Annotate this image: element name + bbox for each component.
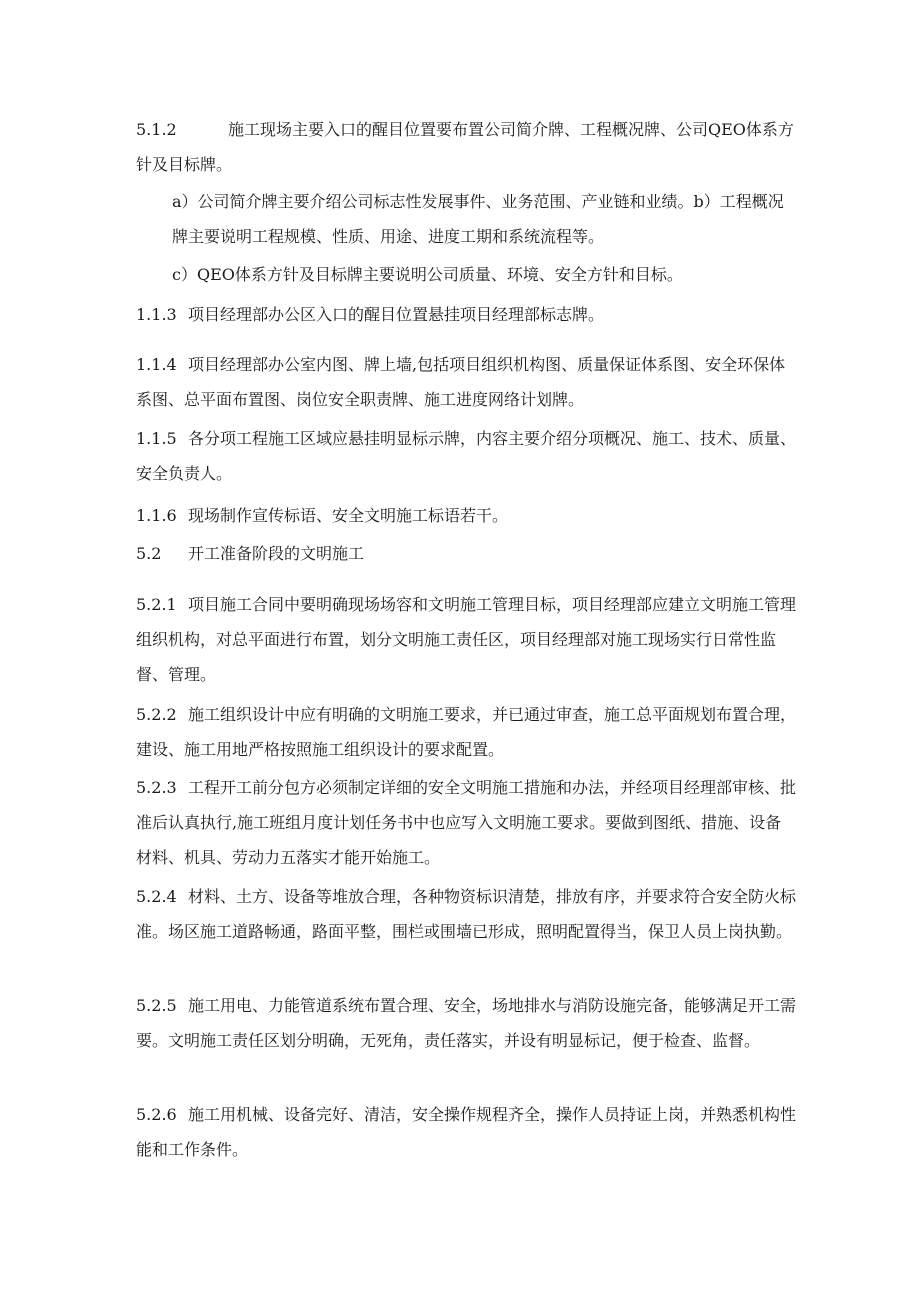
clause-number: 5.2.5: [136, 996, 177, 1015]
paragraph-5-2-1: [136, 587, 796, 692]
clause-text: 施工用电、力能管道系统布置合理、安全，场地排水与消防设施完备，能够满足开工需要。文明施工责任区划分明确，无死角，责任落实，并设有明显标记，便于检查、监督。: [136, 996, 797, 1050]
clause-text: c）QEO体系方针及目标牌主要说明公司质量、环境、安全方针和目标。: [172, 265, 683, 284]
clause-number: 5.2.3: [136, 778, 177, 797]
paragraph-1-1-4: [136, 347, 796, 417]
paragraph-item-a-b: [172, 184, 792, 254]
paragraph-5-2-3: [136, 770, 796, 875]
paragraph-5-2-4: [136, 879, 796, 949]
paragraph-1-1-3: [136, 297, 796, 332]
clause-text: 施工用机械、设备完好、清洁，安全操作规程齐全，操作人员持证上岗，并熟悉机构性能和工作条件。: [136, 1105, 797, 1159]
clause-text: 项目施工合同中要明确现场场容和文明施工管理目标，项目经理部应建立文明施工管理组织机构，对总平面进行布置，划分文明施工责任区，项目经理部对施工现场实行日常性监督、管理。: [136, 595, 797, 684]
clause-text: 材料、土方、设备等堆放合理，各种物资标识清楚，排放有序，并要求符合安全防火标准。场区施工道路畅通，路面平整，围栏或围墙已形成，照明配置得当，保卫人员上岗执勤。: [136, 887, 797, 941]
paragraph-5-1-2: [136, 112, 796, 182]
clause-number: 5.2.1: [136, 595, 177, 614]
paragraph-1-1-5: [136, 421, 796, 491]
clause-text: 各分项工程施工区域应悬挂明显标示牌，内容主要介绍分项概况、施工、技术、质量、安全负责人。: [136, 429, 797, 483]
clause-text: 项目经理部办公室内图、牌上墙,包括项目组织机构图、质量保证体系图、安全环保体系图、总平面布置图、岗位安全职责牌、施工进度网络计划牌。: [136, 355, 786, 409]
clause-text: 现场制作宣传标语、安全文明施工标语若干。: [188, 506, 509, 525]
section-heading-5-2: [136, 536, 796, 571]
clause-text: a）公司简介牌主要介绍公司标志性发展事件、业务范围、产业链和业绩。b）工程概况牌主要说明工程规模、性质、用途、进度工期和系统流程等。: [172, 192, 784, 246]
section-number: 5.2: [136, 544, 162, 563]
clause-number: 1.1.4: [136, 355, 177, 374]
clause-text: 施工现场主要入口的醒目位置要布置公司简介牌、工程概况牌、公司QEO体系方针及目标牌。: [136, 120, 794, 174]
clause-number: 5.2.2: [136, 705, 177, 724]
clause-number: 5.1.2: [136, 120, 177, 139]
clause-number: 1.1.6: [136, 506, 177, 525]
paragraph-5-2-5: [136, 988, 796, 1058]
clause-number: 1.1.5: [136, 429, 177, 448]
paragraph-item-c: [172, 257, 792, 292]
clause-text: 施工组织设计中应有明确的文明施工要求，并已通过审查，施工总平面规划布置合理，建设、施工用地严格按照施工组织设计的要求配置。: [136, 705, 797, 759]
clause-number: 5.2.4: [136, 887, 177, 906]
clause-text: 项目经理部办公区入口的醒目位置悬挂项目经理部标志牌。: [188, 305, 605, 324]
clause-number: 1.1.3: [136, 305, 177, 324]
clause-text: 工程开工前分包方必须制定详细的安全文明施工措施和办法，并经项目经理部审核、批准后认真执行,施工班组月度计划任务书中也应写入文明施工要求。要做到图纸、措施、设备材料、机具、劳动力五落实才能开始施工。: [136, 778, 797, 867]
section-title: 开工准备阶段的文明施工: [188, 544, 365, 563]
paragraph-5-2-2: [136, 697, 796, 767]
paragraph-1-1-6: [136, 498, 796, 533]
paragraph-5-2-6: [136, 1097, 796, 1167]
clause-number: 5.2.6: [136, 1105, 177, 1124]
